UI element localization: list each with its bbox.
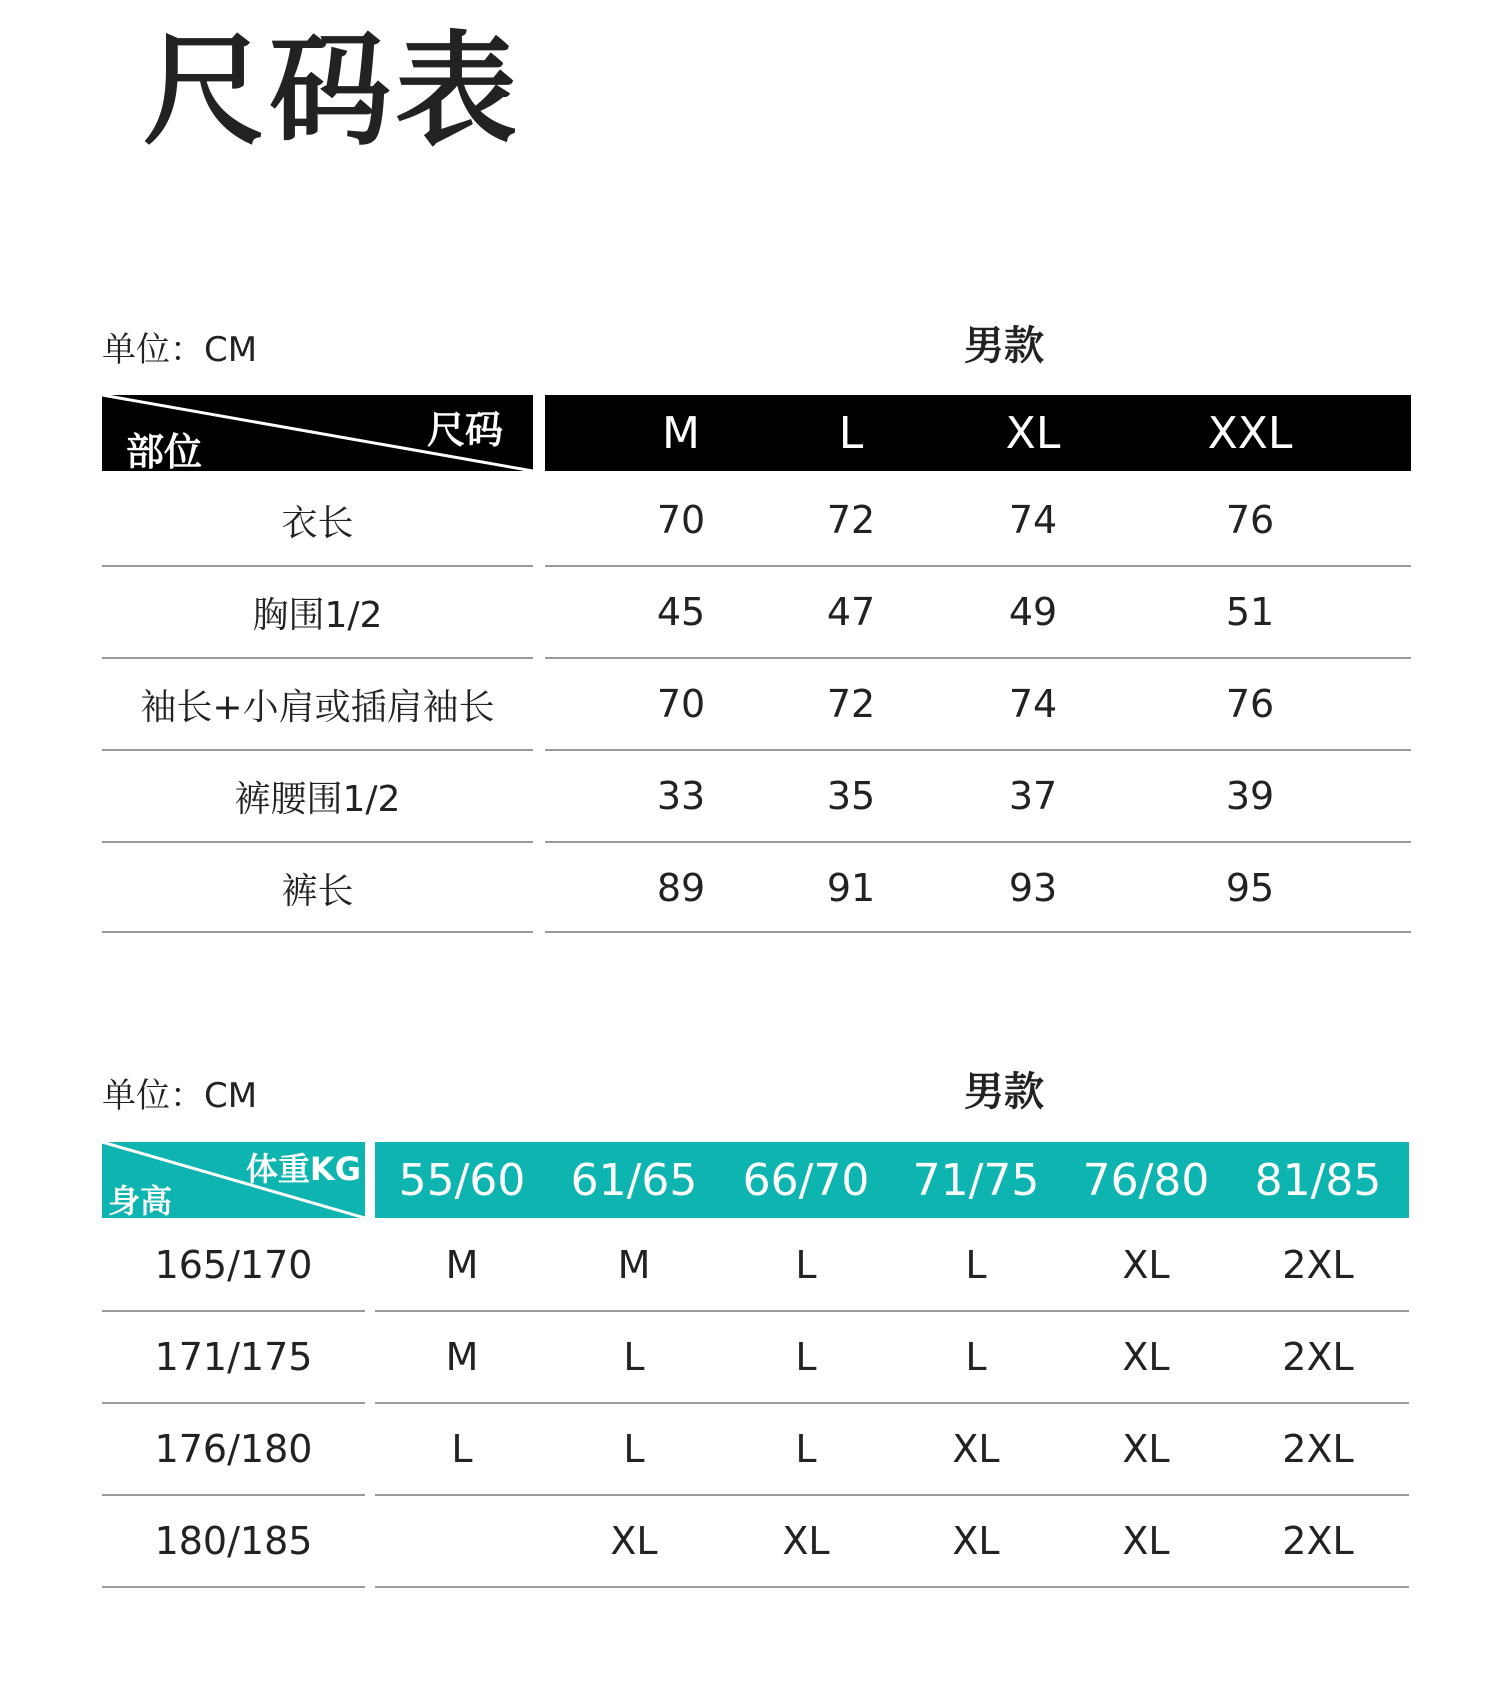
size-cell: XL xyxy=(952,1427,1000,1471)
row-divider xyxy=(102,1586,365,1588)
measurement-cell: 91 xyxy=(826,866,876,910)
size-cell: L xyxy=(795,1427,817,1471)
row-divider xyxy=(545,931,1411,933)
size-cell: XL xyxy=(1122,1427,1170,1471)
size-header-cell: M xyxy=(662,407,700,459)
size-cell: L xyxy=(623,1427,645,1471)
body-part-label: 袖长+小肩或插肩袖长 xyxy=(140,686,495,728)
size-cell: XL xyxy=(782,1519,830,1563)
measurement-cell: 76 xyxy=(1225,682,1275,726)
weight-header-cell: 55/60 xyxy=(398,1154,526,1206)
corner-col-label: 体重KG xyxy=(245,1150,361,1188)
size-cell: 2XL xyxy=(1282,1335,1354,1379)
measurement-cell: 72 xyxy=(826,682,876,726)
size-cell: 2XL xyxy=(1282,1519,1354,1563)
height-label: 180/185 xyxy=(154,1519,313,1563)
measurement-cell: 35 xyxy=(826,774,876,818)
size-header-cell: L xyxy=(838,407,864,459)
table1-corner-header xyxy=(102,395,533,471)
size-cell: L xyxy=(451,1427,473,1471)
weight-header-cell: 61/65 xyxy=(570,1154,698,1206)
size-cell: L xyxy=(965,1243,987,1287)
size-cell: L xyxy=(795,1335,817,1379)
size-cell: XL xyxy=(1122,1335,1170,1379)
unit-label: 单位：CM xyxy=(102,1076,258,1116)
size-cell: L xyxy=(623,1335,645,1379)
body-part-label: 裤腰围1/2 xyxy=(234,778,401,820)
measurement-cell: 70 xyxy=(656,682,706,726)
measurement-cell: 89 xyxy=(656,866,706,910)
measurement-cell: 72 xyxy=(826,498,876,542)
measurement-cell: 95 xyxy=(1225,866,1275,910)
measurement-cell: 70 xyxy=(656,498,706,542)
size-cell: M xyxy=(617,1243,651,1287)
size-cell: XL xyxy=(1122,1519,1170,1563)
size-cell xyxy=(377,1496,547,1586)
section-title: 男款 xyxy=(964,323,1044,369)
measurement-cell: 74 xyxy=(1008,682,1058,726)
table2-corner-header xyxy=(102,1142,365,1218)
weight-header-cell: 71/75 xyxy=(912,1154,1040,1206)
unit-label: 单位：CM xyxy=(102,330,258,370)
size-header-cell: XXL xyxy=(1207,407,1293,459)
corner-row-label: 身高 xyxy=(108,1182,173,1218)
size-cell: M xyxy=(445,1243,479,1287)
weight-header-cell: 81/85 xyxy=(1254,1154,1382,1206)
height-label: 176/180 xyxy=(154,1427,313,1471)
size-cell: XL xyxy=(1122,1243,1170,1287)
size-cell: XL xyxy=(952,1519,1000,1563)
measurement-cell: 76 xyxy=(1225,498,1275,542)
page-title: 尺码表 xyxy=(143,20,521,162)
body-part-label: 衣长 xyxy=(281,502,354,544)
body-part-label: 裤长 xyxy=(281,870,354,912)
row-divider xyxy=(375,1586,1409,1588)
size-cell: XL xyxy=(610,1519,658,1563)
measurement-cell: 93 xyxy=(1008,866,1058,910)
measurement-cell: 39 xyxy=(1225,774,1275,818)
weight-header-cell: 76/80 xyxy=(1082,1154,1210,1206)
measurement-cell: 37 xyxy=(1008,774,1058,818)
row-divider xyxy=(102,931,533,933)
corner-col-label: 尺码 xyxy=(426,408,503,452)
size-header-cell: XL xyxy=(1005,407,1061,459)
size-cell: L xyxy=(795,1243,817,1287)
measurement-cell: 47 xyxy=(826,590,876,634)
section-title: 男款 xyxy=(964,1069,1044,1115)
measurement-cell: 33 xyxy=(656,774,706,818)
body-part-label: 胸围1/2 xyxy=(252,594,383,636)
measurement-cell: 51 xyxy=(1225,590,1275,634)
weight-header-cell: 66/70 xyxy=(742,1154,870,1206)
size-cell: 2XL xyxy=(1282,1243,1354,1287)
size-cell: M xyxy=(445,1335,479,1379)
measurement-cell: 74 xyxy=(1008,498,1058,542)
size-cell: L xyxy=(965,1335,987,1379)
measurement-cell: 49 xyxy=(1008,590,1058,634)
size-cell: 2XL xyxy=(1282,1427,1354,1471)
corner-row-label: 部位 xyxy=(126,430,203,471)
measurement-cell: 45 xyxy=(656,590,706,634)
height-label: 171/175 xyxy=(154,1335,313,1379)
height-label: 165/170 xyxy=(154,1243,313,1287)
